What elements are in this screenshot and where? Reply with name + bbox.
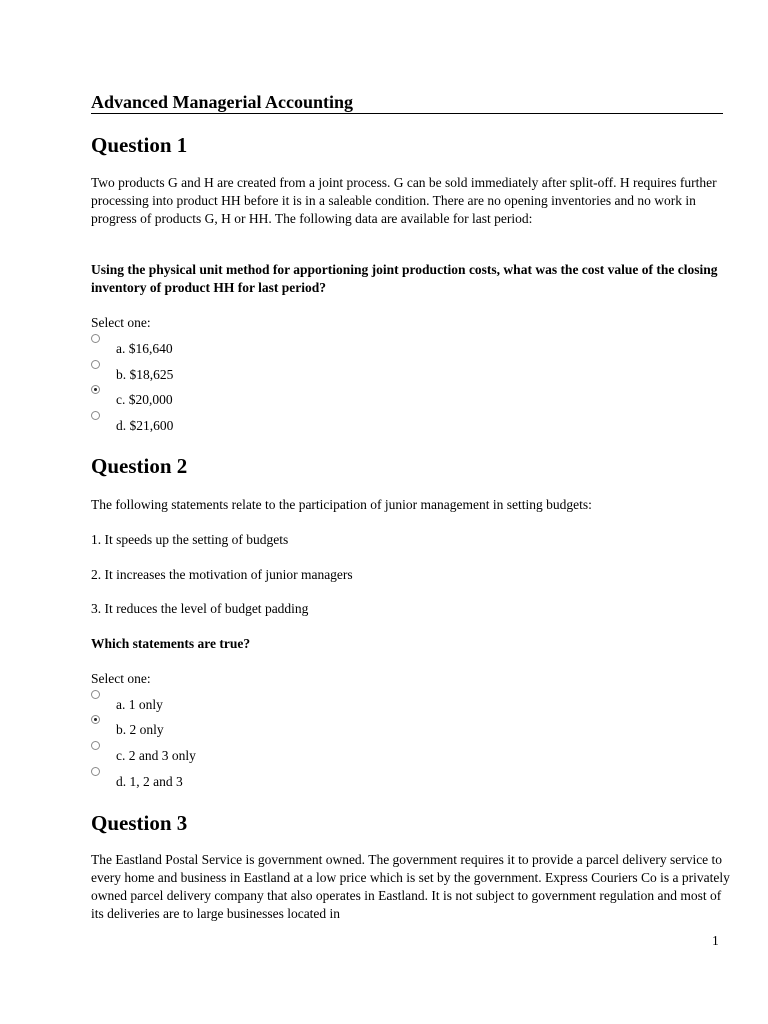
option-label: a. 1 only (116, 697, 163, 712)
question-2-select-label: Select one: (91, 671, 151, 686)
question-1-select-label: Select one: (91, 315, 151, 330)
option-label: a. $16,640 (116, 341, 173, 356)
radio-button[interactable] (91, 385, 100, 394)
radio-button[interactable] (91, 411, 100, 420)
radio-button[interactable] (91, 334, 100, 343)
radio-button[interactable] (91, 767, 100, 776)
option-label: d. 1, 2 and 3 (116, 774, 183, 789)
question-1-body: Two products G and H are created from a joint process. G can be sold immediately after split-off. H requires further processing into product HH before it is in a saleable condition. There are no opening inventories and no work in progress of products G, H or HH. The following data are available for last period: (91, 175, 717, 226)
page-number: 1 (712, 933, 719, 948)
option-label: b. 2 only (116, 722, 164, 737)
question-2-prompt: Which statements are true? (91, 636, 251, 651)
question-2-statement-1: 1. It speeds up the setting of budgets (91, 532, 289, 547)
radio-button[interactable] (91, 715, 100, 724)
question-2-statement-2: 2. It increases the motivation of junior managers (91, 567, 353, 582)
question-1-title: Question 1 (91, 133, 188, 157)
option-label: c. $20,000 (116, 392, 173, 407)
option-label: c. 2 and 3 only (116, 748, 196, 763)
question-3-body: The Eastland Postal Service is government owned. The government requires it to provide a parcel delivery service to every home and business in Eastland at a low price which is set by the government. Express Couriers Co is a privately owned parcel delivery company that also operates in Eastland. It is not subject to government regulation and most of its deliveries are to large businesses located in (91, 852, 730, 921)
question-1-prompt: Using the physical unit method for apportioning joint production costs, what was the cost value of the closing inventory of product HH for last period? (91, 262, 718, 295)
question-2-title: Question 2 (91, 454, 188, 478)
radio-button[interactable] (91, 690, 100, 699)
question-2-statement-3: 3. It reduces the level of budget padding (91, 601, 309, 616)
question-2-intro: The following statements relate to the participation of junior management in setting budgets: (91, 497, 592, 512)
document-header: Advanced Managerial Accounting (91, 92, 723, 114)
radio-button[interactable] (91, 741, 100, 750)
option-label: b. $18,625 (116, 367, 174, 382)
option-label: d. $21,600 (116, 418, 174, 433)
radio-button[interactable] (91, 360, 100, 369)
question-3-title: Question 3 (91, 811, 188, 835)
